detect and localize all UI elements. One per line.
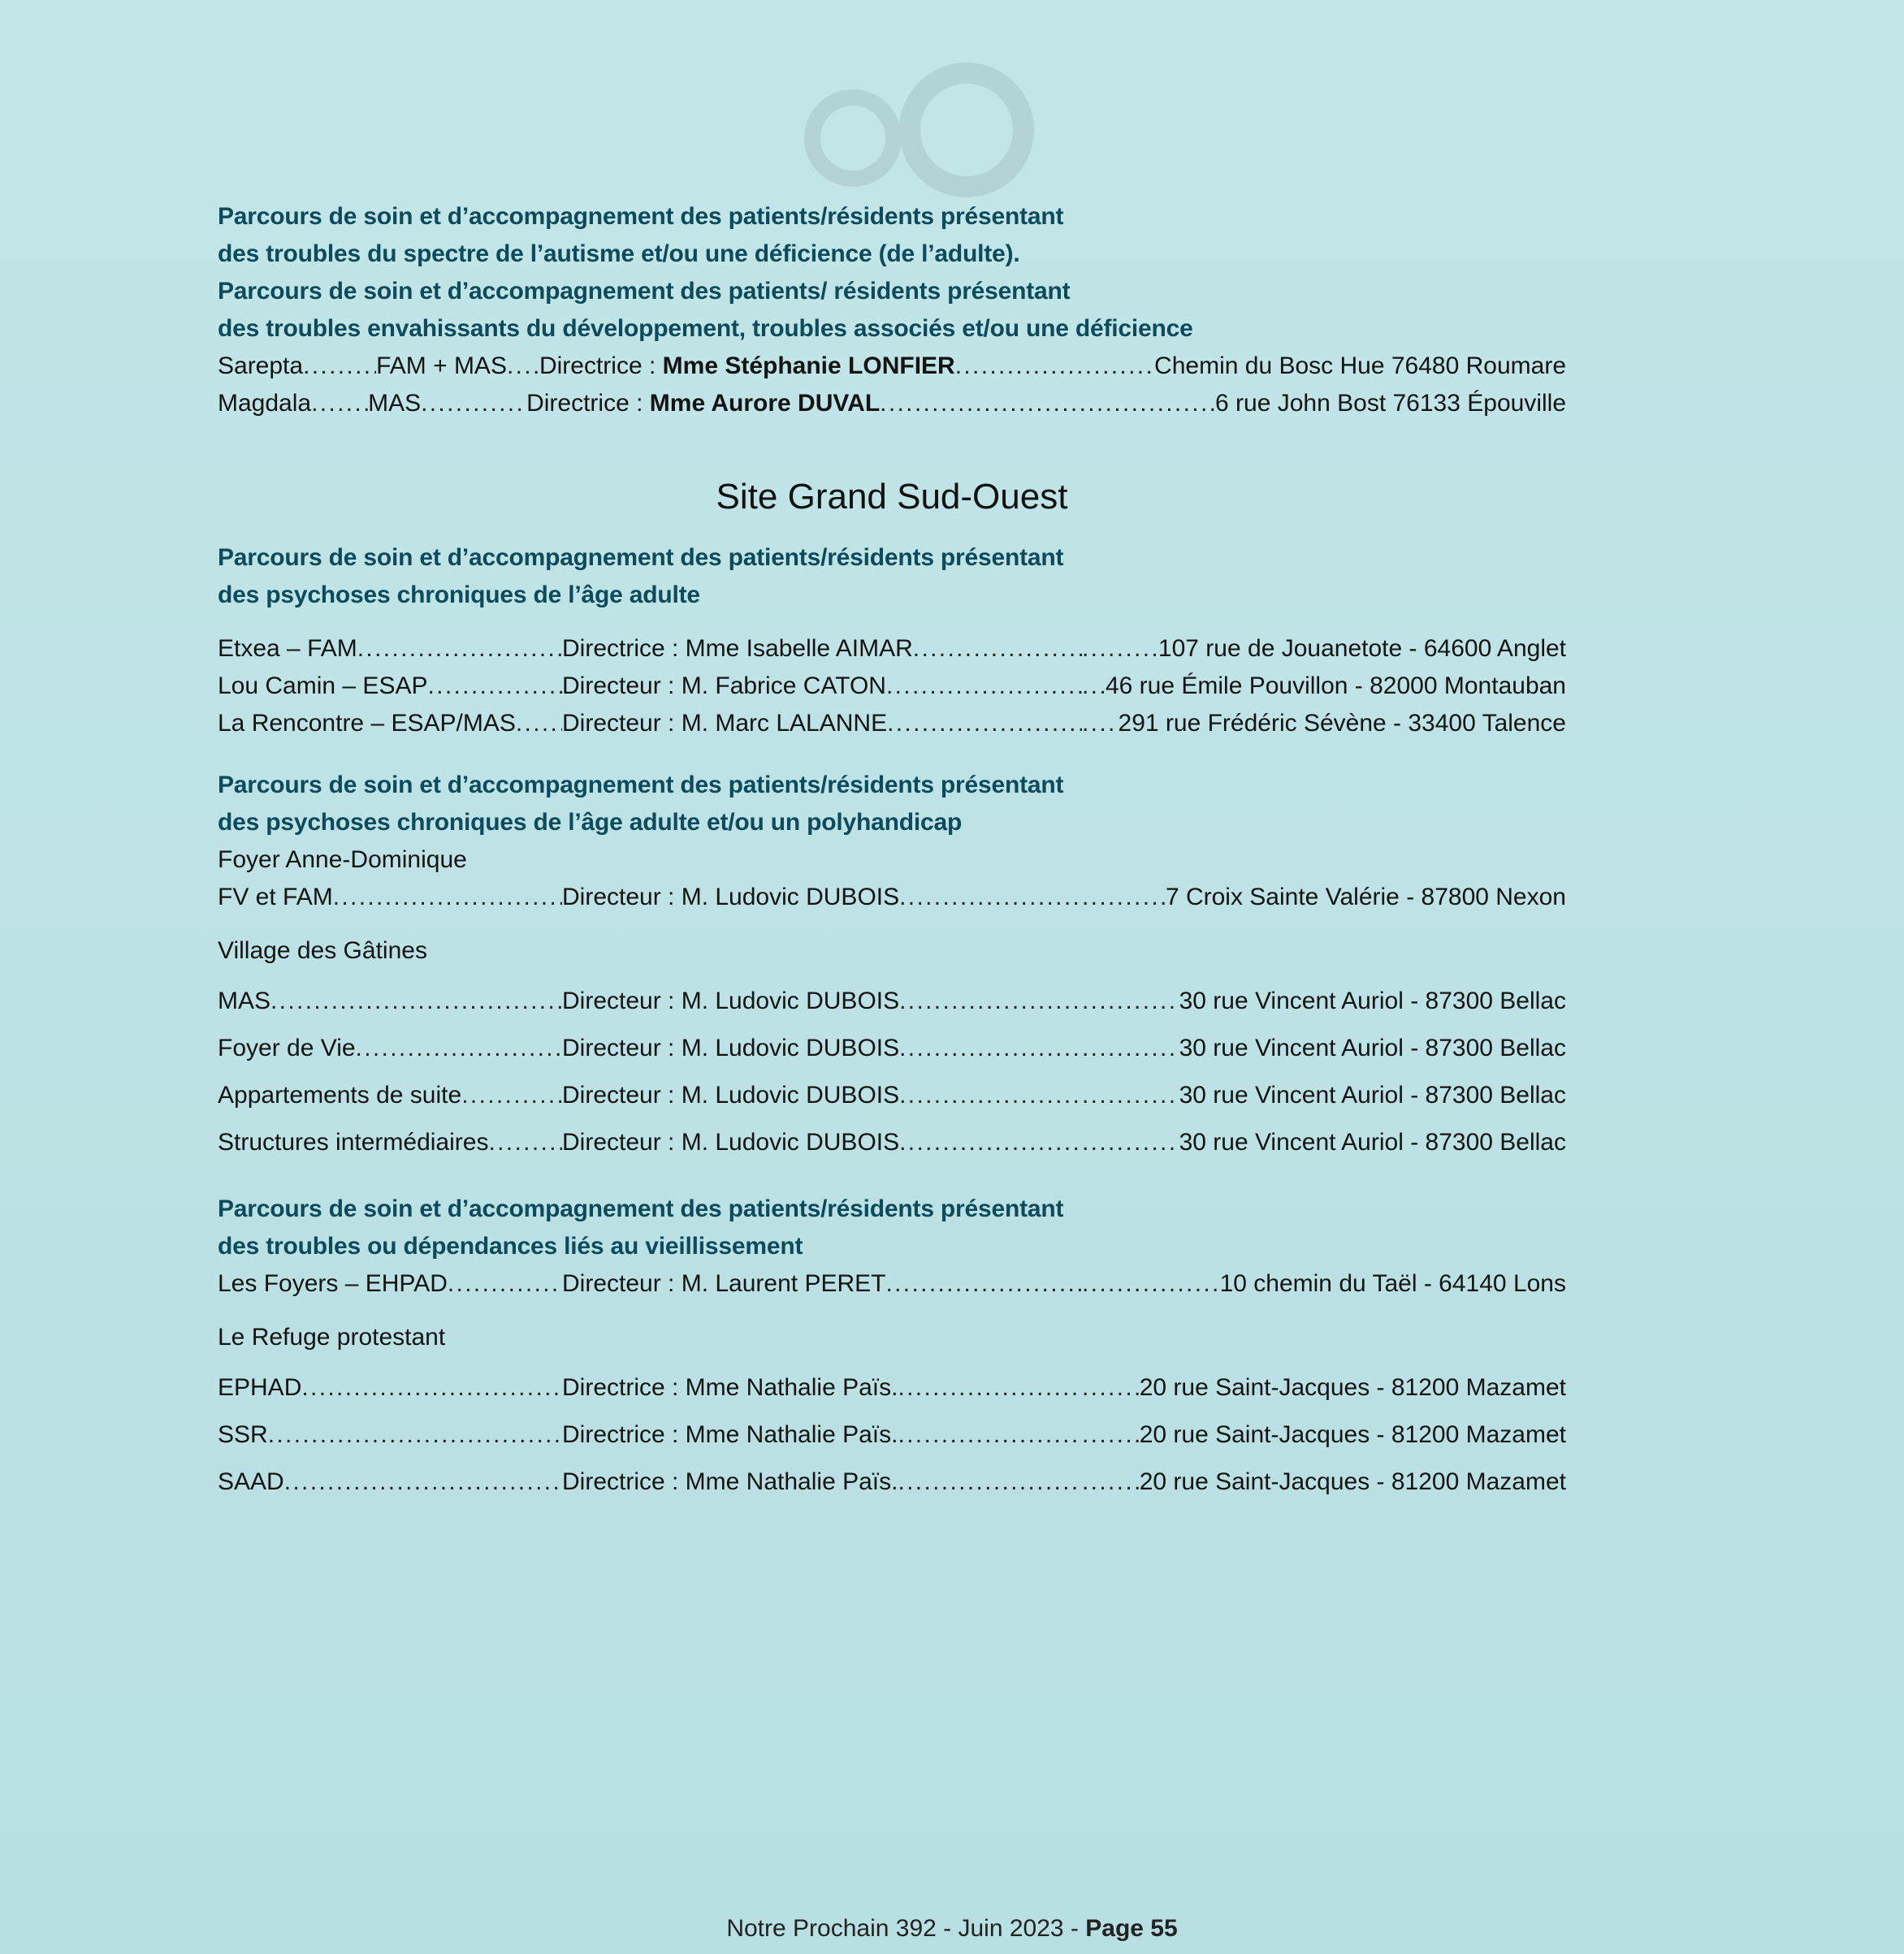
dot-leader [899,1072,1082,1119]
dot-leader [886,668,1082,705]
establishment-name: Les Foyers – EHPAD [218,1270,448,1297]
establishment-name: SSR [218,1421,268,1448]
address: 46 rue Émile Pouvillon - 82000 Montauban [1105,672,1566,699]
dot-leader [898,1411,1082,1459]
establishment-row [218,1119,1566,1166]
dot-leader [955,348,1154,385]
establishment-row [218,879,1566,916]
establishment-name: MAS [218,988,271,1014]
dot-leader [1082,1025,1179,1072]
dot-leader [880,385,1215,422]
dot-leader [427,668,562,705]
director: Directeur : M. Ludovic DUBOIS [562,1129,900,1156]
section-heading: des troubles du spectre de l’autisme et/ou une déficience (de l’adulte). [218,240,1020,267]
footer-text: Notre Prochain 392 - Juin 2023 - [726,1915,1086,1942]
dot-leader [1082,705,1119,742]
dot-leader [898,1364,1082,1411]
director-role: Directrice : [526,390,643,417]
address: 30 rue Vincent Auriol - 87300 Bellac [1179,1129,1566,1156]
dot-leader [333,879,562,916]
establishment-name: Magdala [218,390,312,417]
address: Chemin du Bosc Hue 76480 Roumare [1154,352,1566,379]
top-section [218,198,1566,422]
dot-leader [421,385,526,422]
section-heading: des psychoses chroniques de l’âge adulte et/ou un polyhandicap [218,809,963,836]
dot-leader [270,978,562,1025]
director: Directrice : Mme Nathalie Païs. [562,1374,898,1401]
director-name: Mme Stéphanie LONFIER [662,352,955,379]
dot-leader [357,630,562,668]
establishment-row [218,668,1566,705]
dot-leader [268,1411,562,1459]
page-number: Page 55 [1085,1915,1178,1942]
dot-leader [448,1265,562,1303]
establishment-name: Foyer de Vie [218,1035,356,1061]
section-vieillissement [218,1191,1566,1506]
dot-leader [311,385,368,422]
dot-leader [1082,1072,1179,1119]
director: Directrice : Mme Nathalie Païs. [562,1468,898,1495]
dot-leader [885,1265,1082,1303]
establishment-name: Sarepta [218,352,304,379]
dot-leader [303,348,376,385]
establishment-name: Lou Camin – ESAP [218,672,428,699]
section-heading: Parcours de soin et d’accompagnement des patients/ résidents présentant [218,278,1071,305]
dot-leader [1082,879,1166,916]
address: 20 rue Saint-Jacques - 81200 Mazamet [1139,1468,1566,1495]
establishment-row [218,348,1566,385]
director-role: Directrice : [539,352,656,379]
establishment-name: La Rencontre – ESAP/MAS [218,710,516,737]
establishment-row [218,385,1566,422]
dot-leader [1082,1459,1140,1506]
establishment-row [218,1025,1566,1072]
address: 7 Croix Sainte Valérie - 87800 Nexon [1165,884,1566,910]
establishment-name: Etxea – FAM [218,635,357,662]
establishment-row [218,1072,1566,1119]
director: Directeur : M. Ludovic DUBOIS [562,988,900,1014]
dot-leader [1082,1364,1140,1411]
address: 20 rue Saint-Jacques - 81200 Mazamet [1139,1374,1566,1401]
address: 6 rue John Bost 76133 Épouville [1215,390,1566,417]
group-title: Foyer Anne-Dominique [218,846,467,873]
dot-leader [284,1459,562,1506]
establishment-row [218,705,1566,742]
establishment-name: FV et FAM [218,884,333,910]
address: 20 rue Saint-Jacques - 81200 Mazamet [1139,1421,1566,1448]
section-heading: des troubles ou dépendances liés au vieillissement [218,1233,803,1260]
establishment-row [218,1265,1566,1303]
address: 30 rue Vincent Auriol - 87300 Bellac [1179,988,1566,1014]
dot-leader [898,1459,1082,1506]
director: Directrice : Mme Nathalie Païs. [562,1421,898,1448]
section-polyhandicap [218,767,1566,1166]
director: Directeur : M. Ludovic DUBOIS [562,884,900,910]
section-psychoses [218,539,1566,742]
section-heading: Parcours de soin et d’accompagnement des patients/résidents présentant [218,203,1064,230]
bleed-through-logo [764,57,1040,203]
main-content [218,198,1566,1506]
group-title: Le Refuge protestant [218,1324,446,1351]
dot-leader [488,1119,562,1166]
section-heading: Parcours de soin et d’accompagnement des patients/résidents présentant [218,772,1064,798]
establishment-name: EPHAD [218,1374,302,1401]
dot-leader [1082,1265,1220,1303]
establishment-row [218,1459,1566,1506]
establishment-type: MAS [368,390,422,417]
establishment-name: SAAD [218,1468,284,1495]
dot-leader [899,879,1082,916]
establishment-row [218,1364,1566,1411]
director: Directrice : Mme Isabelle AIMAR [562,635,913,662]
establishment-row [218,1411,1566,1459]
director: Directeur : M. Marc LALANNE [562,710,888,737]
section-heading: Parcours de soin et d’accompagnement des patients/résidents présentant [218,1195,1064,1222]
page-footer [0,1915,1904,1943]
establishment-row [218,630,1566,668]
dot-leader [1082,1119,1179,1166]
address: 291 rue Frédéric Sévène - 33400 Talence [1118,710,1566,737]
address: 30 rue Vincent Auriol - 87300 Bellac [1179,1082,1566,1109]
dot-leader [899,1119,1082,1166]
establishment-name: Structures intermédiaires [218,1129,489,1156]
section-heading: Parcours de soin et d’accompagnement des patients/résidents présentant [218,544,1064,571]
dot-leader [461,1072,562,1119]
site-title: Site Grand Sud-Ouest [716,477,1068,517]
address: 107 rue de Jouanetote - 64600 Anglet [1158,635,1566,662]
director: Directeur : M. Fabrice CATON [562,672,886,699]
director: Directeur : M. Ludovic DUBOIS [562,1035,900,1061]
dot-leader [507,348,539,385]
address: 30 rue Vincent Auriol - 87300 Bellac [1179,1035,1566,1061]
director: Directeur : M. Ludovic DUBOIS [562,1082,900,1109]
dot-leader [356,1025,562,1072]
dot-leader [516,705,562,742]
dot-leader [1082,978,1179,1025]
section-heading: des troubles envahissants du développement, troubles associés et/ou une déficience [218,315,1193,342]
dot-leader [1082,630,1158,668]
dot-leader [913,630,1082,668]
dot-leader [1082,668,1106,705]
dot-leader [899,1025,1082,1072]
establishment-row [218,978,1566,1025]
address: 10 chemin du Taël - 64140 Lons [1219,1270,1566,1297]
dot-leader [301,1364,562,1411]
dot-leader [899,978,1082,1025]
director: Directeur : M. Laurent PERET [562,1270,886,1297]
establishment-type: FAM + MAS [376,352,507,379]
establishment-name: Appartements de suite [218,1082,462,1109]
group-title: Village des Gâtines [218,937,427,964]
dot-leader [1082,1411,1140,1459]
director-name: Mme Aurore DUVAL [649,390,881,417]
dot-leader [887,705,1082,742]
section-heading: des psychoses chroniques de l’âge adulte [218,581,700,608]
